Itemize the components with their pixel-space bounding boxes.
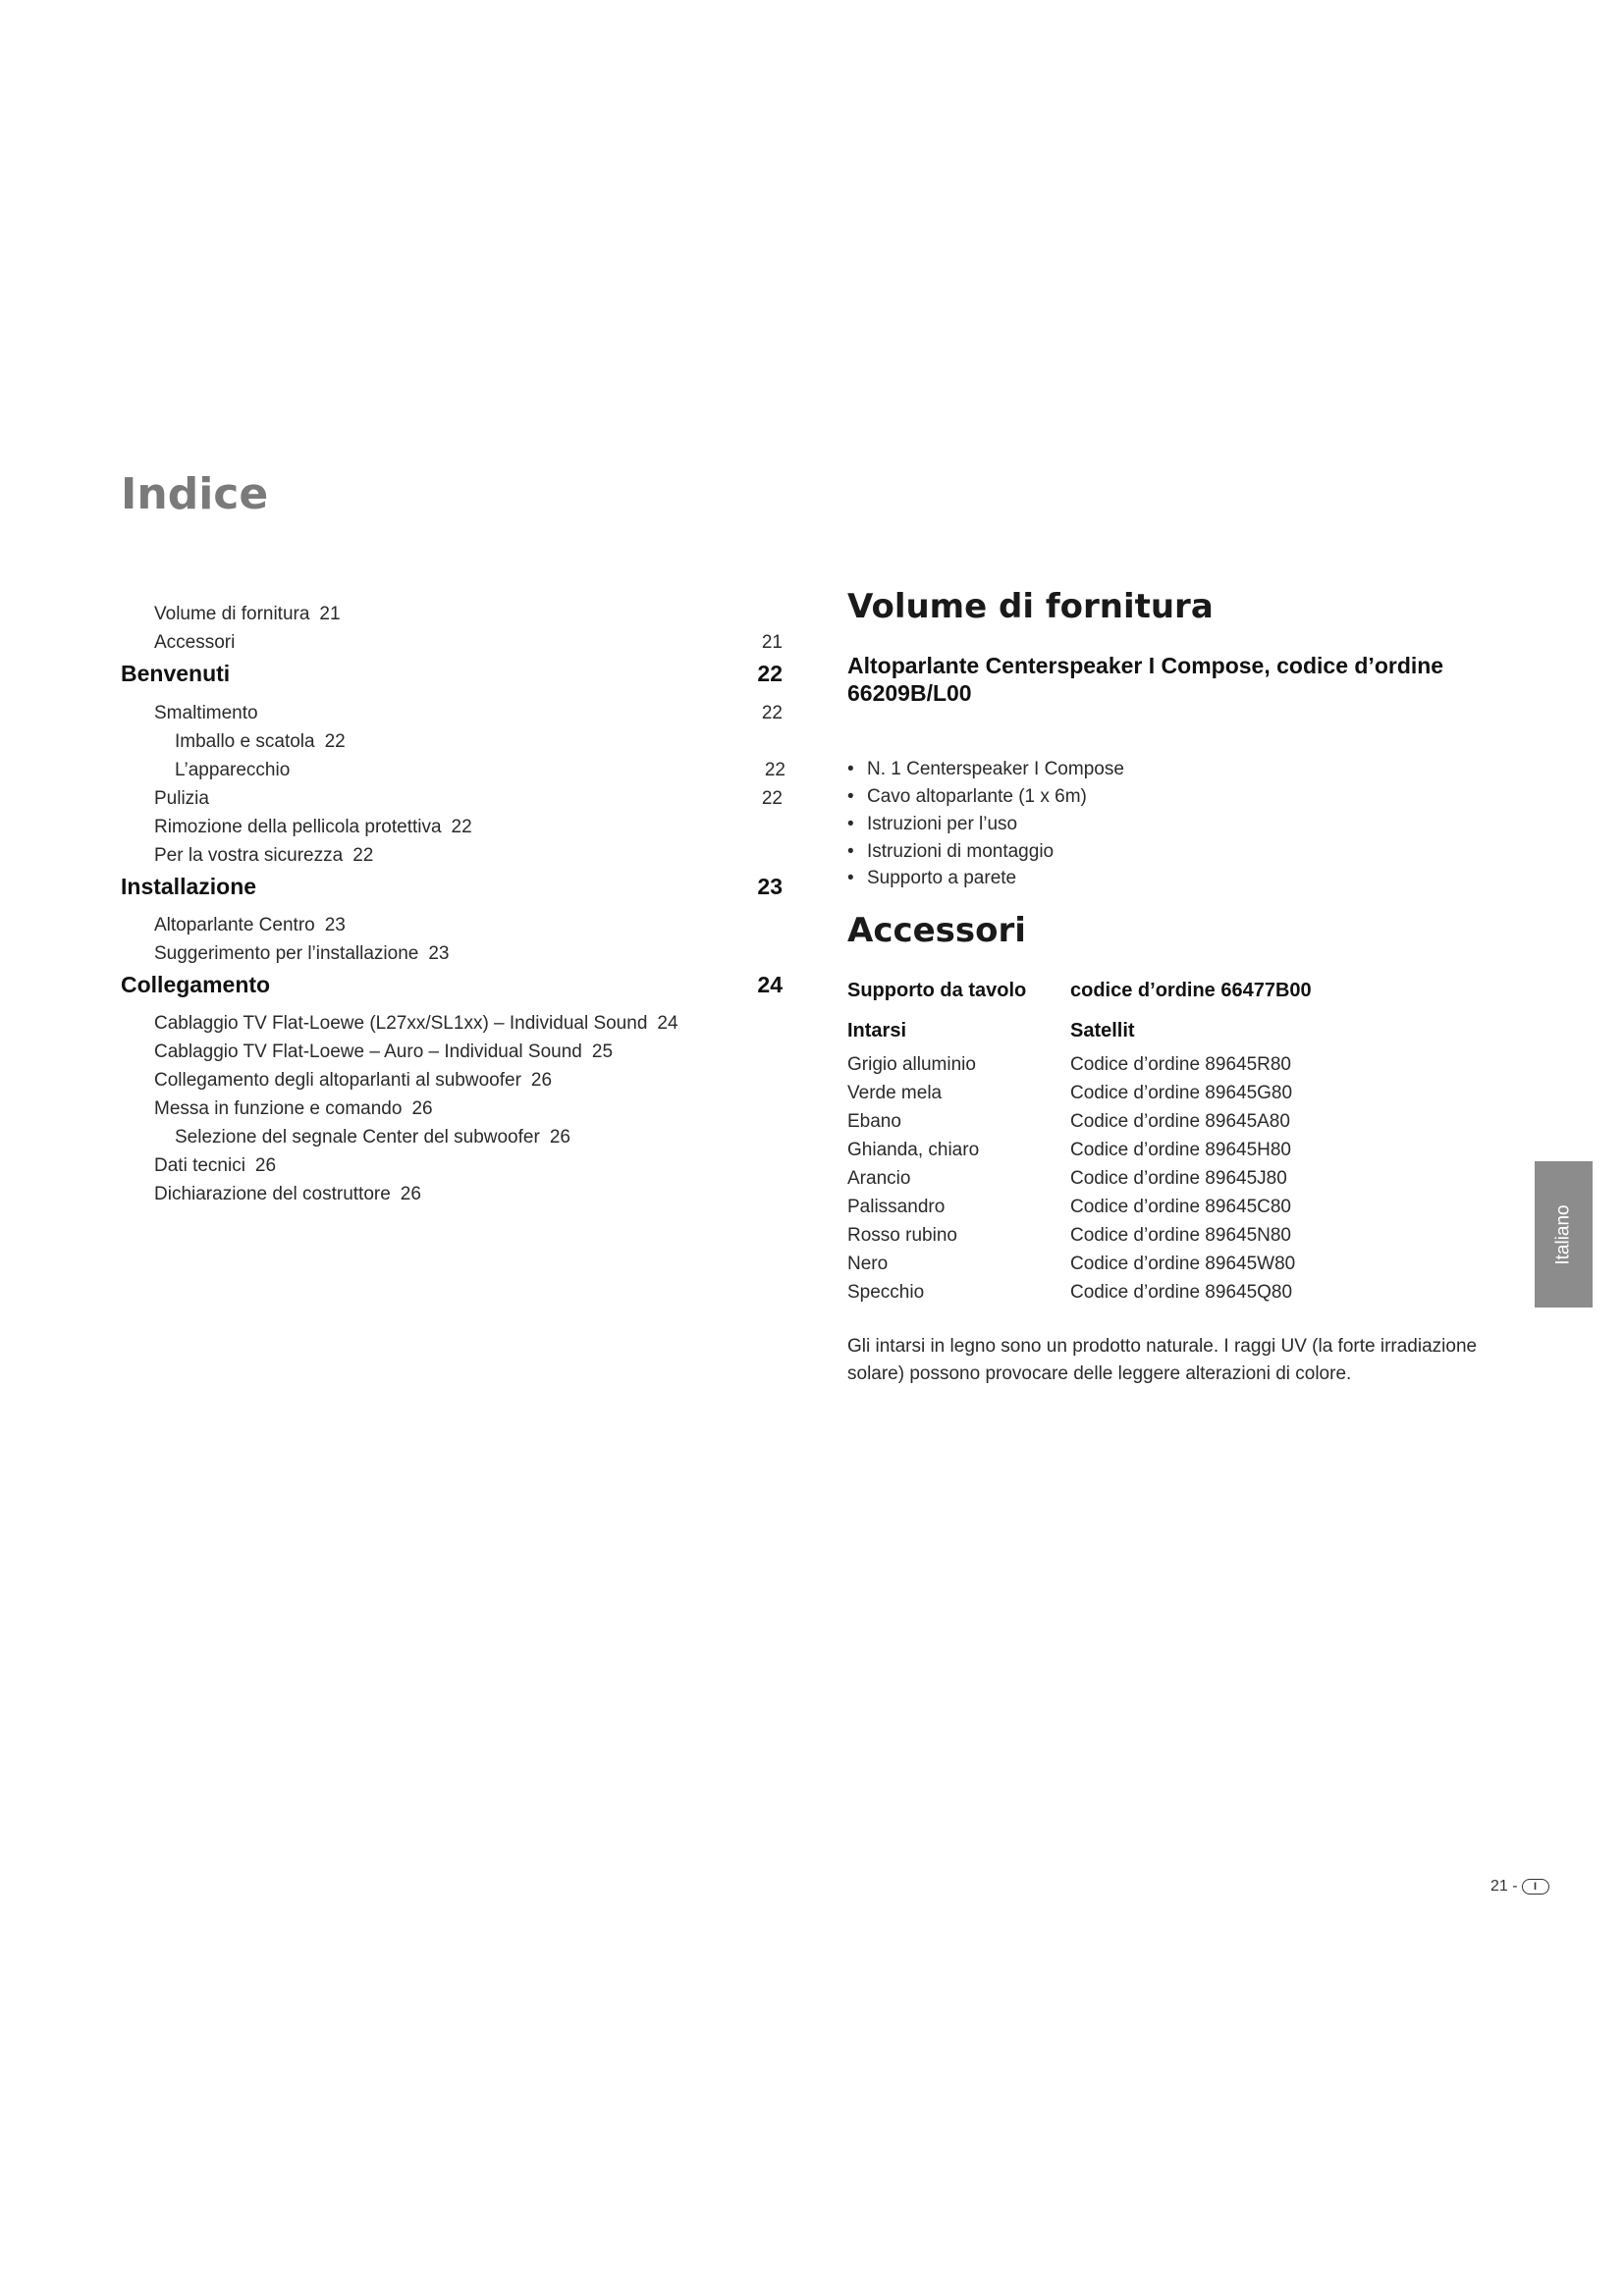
inlay-name: Arancio <box>847 1168 911 1189</box>
toc-entry-page: 24 <box>757 972 783 997</box>
toc-entry-page: 21 <box>319 604 341 624</box>
list-item: • Istruzioni di montaggio <box>847 841 1055 862</box>
toc-entry-page: 22 <box>764 760 785 780</box>
inlay-name: Specchio <box>847 1282 925 1303</box>
toc-entry-messa-in-funzione[interactable] <box>154 1098 433 1120</box>
page-number: 21 - <box>1490 1878 1518 1895</box>
bullet-icon: • <box>847 786 854 807</box>
toc-entry-cablaggio-l27xx[interactable] <box>154 1013 678 1035</box>
toc-entry-page: 25 <box>591 1041 614 1062</box>
inlay-code: Codice d’ordine 89645C80 <box>1070 1197 1291 1217</box>
toc-entry-page: 22 <box>451 817 472 837</box>
toc-entry-label: Suggerimento per l’installazione <box>154 943 419 964</box>
accessories-title: Accessori <box>847 911 1026 950</box>
toc-entry-label: L’apparecchio <box>175 760 291 780</box>
toc-entry-suggerimento-installazione[interactable] <box>154 943 449 965</box>
toc-entry-label: Collegamento degli altoparlanti al subwoofer <box>154 1070 521 1091</box>
bullet-icon: • <box>847 841 854 862</box>
index-title: Indice <box>121 469 269 519</box>
toc-entry-page: 23 <box>757 874 783 899</box>
toc-entry-label: Messa in funzione e comando <box>154 1098 403 1119</box>
toc-entry-page: 22 <box>352 845 374 866</box>
toc-entry-lapparecchio[interactable] <box>175 760 290 781</box>
toc-entry-page: 26 <box>530 1070 553 1091</box>
toc-entry-rimozione-pellicola[interactable] <box>154 817 472 838</box>
toc-entry-label: Installazione <box>121 874 257 899</box>
toc-entry-cablaggio-auro[interactable] <box>154 1041 613 1063</box>
toc-entry-label: Benvenuti <box>121 661 231 686</box>
toc-entry-installazione[interactable] <box>121 876 256 897</box>
toc-entry-label: Smaltimento <box>154 703 258 723</box>
toc-entry-page: 26 <box>254 1155 277 1176</box>
toc-entry-label: Altoparlante Centro <box>154 915 315 935</box>
inlay-code: Codice d’ordine 89645W80 <box>1070 1254 1296 1274</box>
toc-entry-label: Selezione del segnale Center del subwoofer <box>175 1127 540 1148</box>
toc-entry-altoparlante-centro[interactable] <box>154 915 346 936</box>
toc-entry-imballo-e-scatola[interactable] <box>175 731 346 753</box>
toc-entry-label: Cablaggio TV Flat-Loewe (L27xx/SL1xx) – Individual Sound <box>154 1013 648 1034</box>
inlay-code: Codice d’ordine 89645H80 <box>1070 1140 1291 1160</box>
toc-entry-collegamento[interactable] <box>121 974 270 995</box>
toc-entry-label: Per la vostra sicurezza <box>154 845 344 866</box>
toc-entry-label: Collegamento <box>121 972 271 997</box>
toc-entry-label: Dati tecnici <box>154 1155 245 1176</box>
bullet-icon: • <box>847 868 854 888</box>
inlay-code: Codice d’ordine 89645Q80 <box>1070 1282 1293 1303</box>
language-side-tab <box>1535 1161 1593 1308</box>
toc-entry-page: 21 <box>761 632 783 653</box>
list-item: • Supporto a parete <box>847 868 1017 888</box>
toc-entry-page: 23 <box>428 943 450 964</box>
inlay-name: Nero <box>847 1254 889 1274</box>
list-item: • N. 1 Centerspeaker I Compose <box>847 759 1124 779</box>
toc-entry-label: Imballo e scatola <box>175 731 315 752</box>
toc-entry-dichiarazione-costruttore[interactable] <box>154 1184 421 1205</box>
delivery-subtitle: Altoparlante Centerspeaker I Compose, codice d’ordine 66209B/L00 <box>847 653 1444 706</box>
toc-entry-page: 23 <box>324 915 346 935</box>
inlay-name: Verde mela <box>847 1083 943 1103</box>
toc-entry-smaltimento[interactable] <box>154 703 258 724</box>
bullet-icon: • <box>847 759 854 779</box>
toc-entry-page: 26 <box>400 1184 421 1204</box>
inlay-name: Grigio alluminio <box>847 1054 976 1075</box>
inlay-name: Ebano <box>847 1111 901 1132</box>
inlay-code: Codice d’ordine 89645R80 <box>1070 1054 1291 1075</box>
inlay-code: Codice d’ordine 89645J80 <box>1070 1168 1287 1189</box>
satellite-column-header: Satellit <box>1070 1020 1135 1041</box>
language-tab-label: Italiano <box>1552 1203 1574 1265</box>
toc-entry-pulizia[interactable] <box>154 788 209 810</box>
delivery-title: Volume di fornitura <box>847 587 1214 626</box>
stand-code: codice d’ordine 66477B00 <box>1070 980 1312 1001</box>
page-footer <box>1490 1878 1549 1896</box>
toc-entry-benvenuti[interactable] <box>121 663 230 684</box>
inlay-name: Rosso rubino <box>847 1225 957 1246</box>
language-symbol-icon: I <box>1522 1879 1549 1895</box>
toc-entry-dati-tecnici[interactable] <box>154 1155 276 1177</box>
toc-entry-page: 22 <box>761 703 783 723</box>
toc-entry-page: 26 <box>411 1098 433 1119</box>
toc-entry-page: 24 <box>657 1013 678 1034</box>
toc-entry-label: Rimozione della pellicola protettiva <box>154 817 442 837</box>
list-item: • Istruzioni per l’uso <box>847 814 1018 834</box>
toc-entry-label: Volume di fornitura <box>154 604 310 624</box>
toc-entry-page: 22 <box>324 731 346 752</box>
toc-entry-label: Accessori <box>154 632 236 653</box>
stand-label: Supporto da tavolo <box>847 980 1027 1001</box>
inlay-name: Palissandro <box>847 1197 946 1217</box>
inlay-code: Codice d’ordine 89645A80 <box>1070 1111 1290 1132</box>
toc-entry-selezione-segnale-center[interactable] <box>175 1127 570 1148</box>
toc-entry-volume-di-fornitura[interactable] <box>154 604 341 625</box>
toc-entry-label: Pulizia <box>154 788 209 809</box>
inlay-name: Ghianda, chiaro <box>847 1140 980 1160</box>
toc-entry-per-la-vostra-sicurezza[interactable] <box>154 845 373 867</box>
toc-entry-page: 22 <box>761 788 783 809</box>
toc-entry-label: Dichiarazione del costruttore <box>154 1184 391 1204</box>
wood-inlay-note: Gli intarsi in legno sono un prodotto naturale. I raggi UV (la forte irradiazione solare) possono provocare delle leggere alterazioni di colore. <box>847 1336 1478 1384</box>
bullet-icon: • <box>847 814 854 834</box>
toc-entry-page: 26 <box>549 1127 570 1148</box>
inlay-code: Codice d’ordine 89645G80 <box>1070 1083 1293 1103</box>
inlays-column-header: Intarsi <box>847 1020 907 1041</box>
toc-entry-collegamento-subwoofer[interactable] <box>154 1070 552 1092</box>
inlay-code: Codice d’ordine 89645N80 <box>1070 1225 1291 1246</box>
toc-entry-label: Cablaggio TV Flat-Loewe – Auro – Individual Sound <box>154 1041 582 1062</box>
toc-entry-page: 22 <box>757 661 783 686</box>
toc-entry-accessori[interactable] <box>154 632 235 654</box>
list-item: • Cavo altoparlante (1 x 6m) <box>847 786 1087 807</box>
